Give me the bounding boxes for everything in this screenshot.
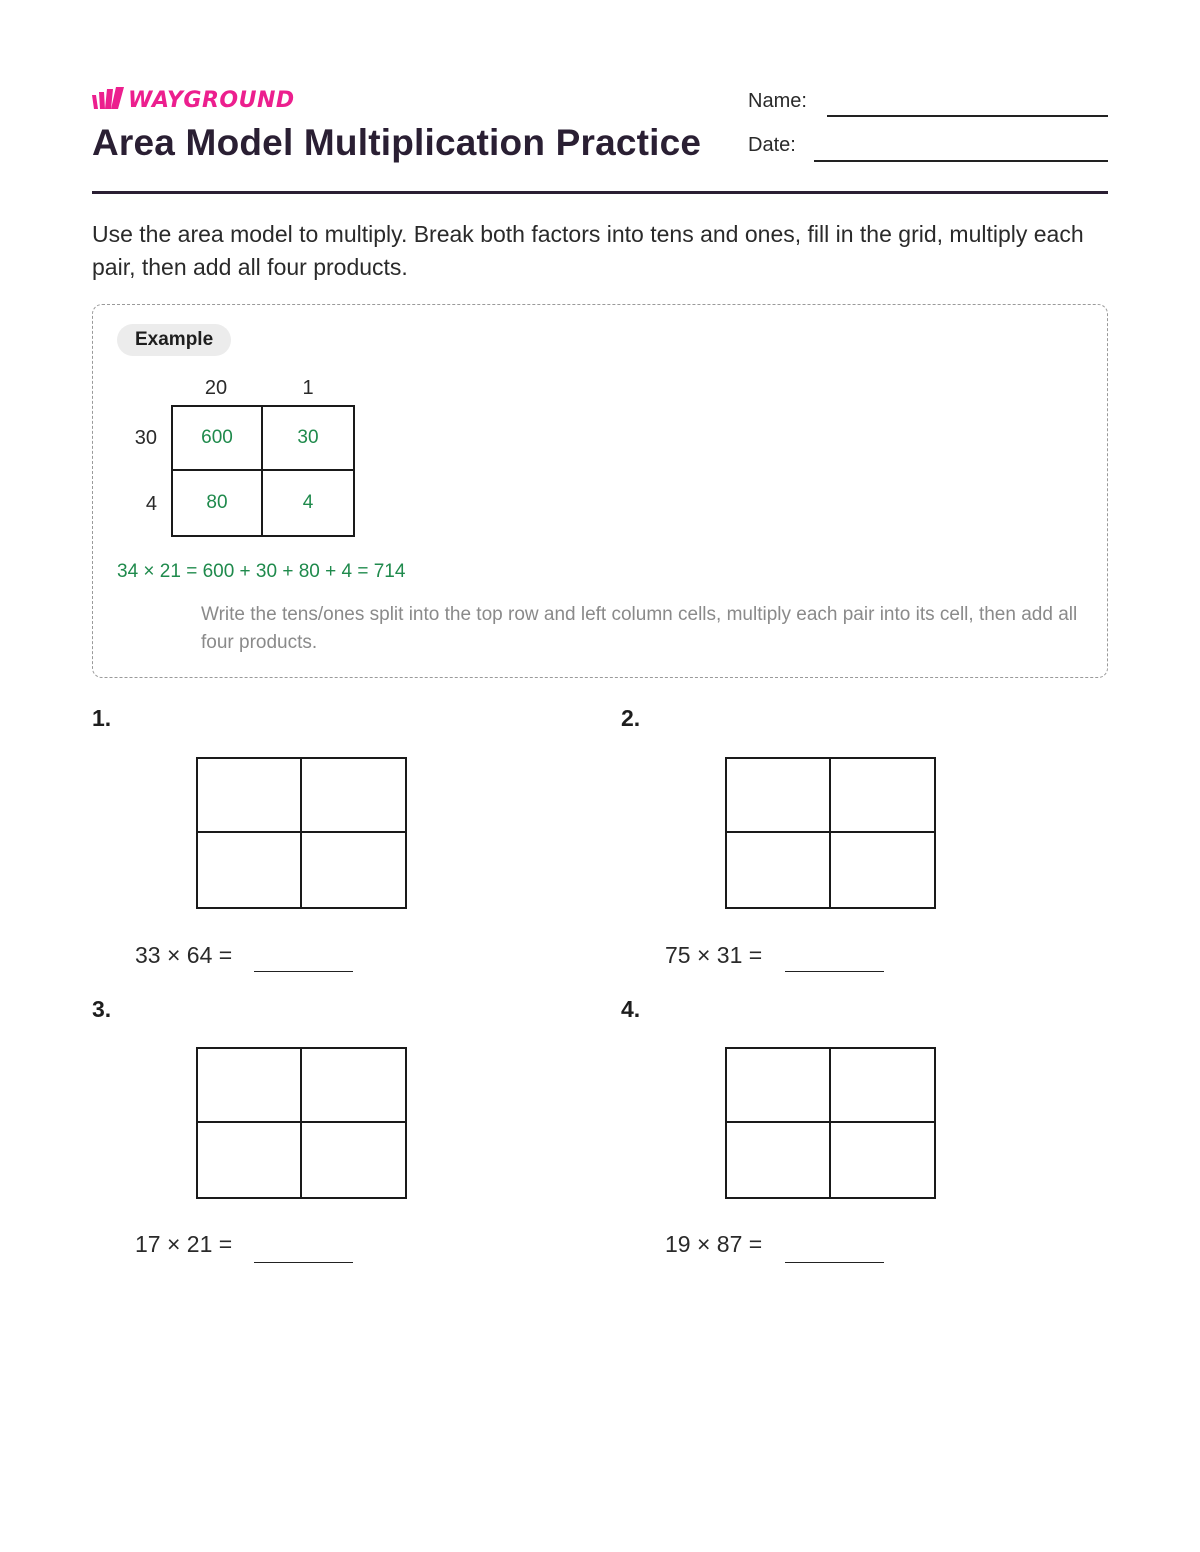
problem-number: 3. bbox=[92, 996, 112, 1022]
date-label: Date: bbox=[748, 134, 796, 156]
example-left-factor-ones: 4 bbox=[145, 493, 157, 515]
grid-cell[interactable] bbox=[727, 1123, 831, 1197]
problem-number: 1. bbox=[92, 705, 112, 731]
header-divider bbox=[92, 191, 1108, 194]
name-field[interactable] bbox=[827, 115, 1108, 117]
problem-number: 2. bbox=[621, 705, 641, 731]
problem-2-answer-line[interactable] bbox=[785, 971, 884, 972]
problem-2-expression: 75 × 31 = bbox=[665, 942, 763, 968]
problem-4-expression: 19 × 87 = bbox=[665, 1231, 763, 1257]
example-badge: Example bbox=[117, 324, 231, 356]
problem-3-area-grid bbox=[196, 1047, 407, 1199]
brand-logo bbox=[92, 86, 295, 114]
wayground-logo-icon bbox=[92, 87, 126, 113]
problem-number: 4. bbox=[621, 996, 641, 1022]
example-cell: 80 bbox=[173, 471, 263, 535]
grid-cell[interactable] bbox=[727, 833, 831, 907]
example-cell: 600 bbox=[173, 407, 263, 471]
problem-4-answer-line[interactable] bbox=[785, 1262, 884, 1263]
problem-1-area-grid bbox=[196, 757, 407, 909]
grid-cell[interactable] bbox=[727, 759, 831, 833]
example-cell: 30 bbox=[263, 407, 353, 471]
grid-cell[interactable] bbox=[302, 1049, 406, 1123]
instructions-text: Use the area model to multiply. Break both factors into tens and ones, fill in the grid, multiply each pair, then add all four products. bbox=[92, 221, 1084, 280]
grid-cell[interactable] bbox=[198, 1123, 302, 1197]
example-top-factor-ones: 1 bbox=[302, 377, 314, 399]
grid-cell[interactable] bbox=[198, 1049, 302, 1123]
name-label: Name: bbox=[748, 90, 807, 112]
example-top-factor-tens: 20 bbox=[204, 377, 228, 399]
example-note: Write the tens/ones split into the top row and left column cells, multiply each pair into its cell, then add all four products. bbox=[201, 604, 1078, 653]
problem-2-area-grid bbox=[725, 757, 936, 909]
grid-cell[interactable] bbox=[727, 1049, 831, 1123]
problem-1-answer-line[interactable] bbox=[254, 971, 353, 972]
example-left-factor-tens: 30 bbox=[134, 427, 157, 449]
grid-cell[interactable] bbox=[302, 1123, 406, 1197]
problem-3-expression: 17 × 21 = bbox=[135, 1231, 233, 1257]
problem-3-answer-line[interactable] bbox=[254, 1262, 353, 1263]
grid-cell[interactable] bbox=[831, 1049, 935, 1123]
grid-cell[interactable] bbox=[302, 759, 406, 833]
grid-cell[interactable] bbox=[831, 1123, 935, 1197]
date-field[interactable] bbox=[814, 160, 1108, 162]
grid-cell[interactable] bbox=[831, 833, 935, 907]
grid-cell[interactable] bbox=[198, 833, 302, 907]
problem-1-expression: 33 × 64 = bbox=[135, 942, 233, 968]
example-cell: 4 bbox=[302, 492, 314, 513]
example-area-grid bbox=[171, 405, 355, 537]
brand-name: WAYGROUND bbox=[128, 87, 295, 113]
grid-cell[interactable] bbox=[302, 833, 406, 907]
problem-4-area-grid bbox=[725, 1047, 936, 1199]
example-equation: 34 × 21 = 600 + 30 + 80 + 4 = 714 bbox=[117, 561, 406, 582]
grid-cell[interactable] bbox=[831, 759, 935, 833]
example-box bbox=[92, 304, 1108, 678]
page-title: Area Model Multiplication Practice bbox=[92, 122, 702, 163]
grid-cell[interactable] bbox=[198, 759, 302, 833]
